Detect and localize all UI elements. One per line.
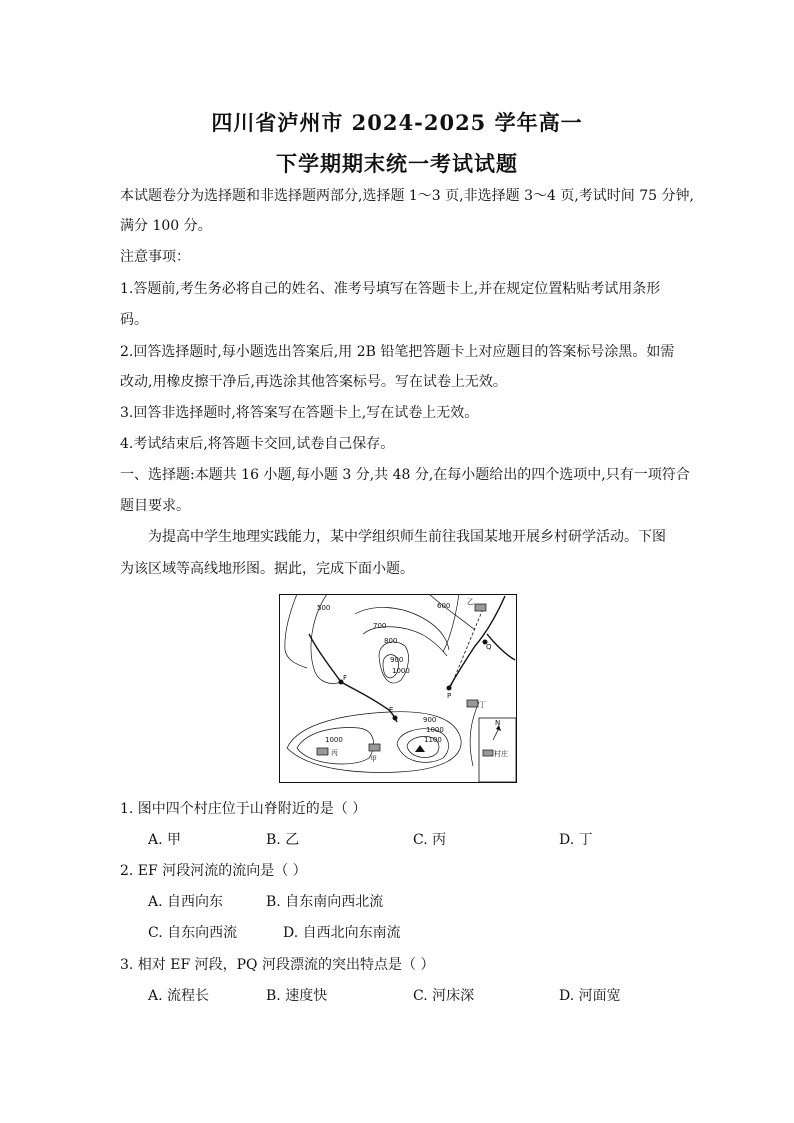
question-1-option-b: B. 乙: [266, 832, 300, 848]
section1-line2: 题目要求。: [120, 498, 190, 514]
question-1-option-c: C. 丙: [413, 832, 447, 848]
notice-item1-line1: 1.答题前,考生务必将自己的姓名、准考号填写在答题卡上,并在规定位置粘贴考试用条形: [120, 281, 661, 297]
contour-label-900-south: 900: [423, 716, 437, 724]
question-1-option-d: D. 丁: [559, 832, 593, 848]
question-3-option-d: D. 河面宽: [559, 988, 621, 1004]
village-ding: [467, 700, 478, 707]
contour-label-900-north: 900: [390, 656, 404, 664]
notice-item1-line2: 码。: [120, 312, 148, 328]
village-bing-label: 丙: [331, 749, 338, 757]
contour-label-1000-west: 1000: [325, 736, 343, 744]
question-3-option-c: C. 河床深: [413, 988, 475, 1004]
contour-label-500: 500: [317, 604, 331, 612]
village-ding-label: 丁: [479, 701, 486, 709]
village-yi: [475, 604, 486, 611]
summit-icon: [415, 745, 425, 752]
point-e-label: E: [389, 706, 394, 714]
north-label: N: [495, 719, 501, 727]
question-2-option-d: D. 自西北向东南流: [283, 925, 401, 941]
question-2-option-a: A. 自西向东: [148, 894, 224, 910]
question-2-option-b: B. 自东南向西北流: [266, 894, 384, 910]
contour-label-1000-south: 1000: [426, 726, 444, 734]
intro-line1: 本试题卷分为选择题和非选择题两部分,选择题 1～3 页,非选择题 3～4 页,考试时间 75 分钟,: [120, 188, 694, 204]
point-e: [393, 716, 398, 721]
passage-line2: 为该区域等高线地形图。据此，完成下面小题。: [120, 561, 414, 577]
village-jia: [369, 744, 380, 751]
question-3-option-b: B. 速度快: [266, 988, 328, 1004]
notice-item4: 4.考试结束后,将答题卡交回,试卷自己保存。: [120, 436, 395, 452]
question-3-stem: 3. 相对 EF 河段，PQ 河段漂流的突出特点是（ ）: [120, 957, 435, 973]
contour-label-600: 600: [437, 602, 451, 610]
section1-line1: 一、选择题:本题共 16 小题,每小题 3 分,共 48 分,在每小题给出的四个选项中,只有一项符合: [120, 467, 690, 483]
contour-label-1100: 1100: [424, 736, 442, 744]
question-1-option-a: A. 甲: [148, 832, 182, 848]
question-3-option-a: A. 流程长: [148, 988, 210, 1004]
notice-item2-line1: 2.回答选择题时,每小题选出答案后,用 2B 铅笔把答题卡上对应题目的答案标号涂黑。如需: [120, 344, 675, 360]
exam-title-line1: 四川省泸州市 2024-2025 学年高一: [211, 110, 583, 135]
question-2-option-c: C. 自东向西流: [148, 925, 238, 941]
passage-line1: 为提高中学生地理实践能力，某中学组织师生前往我国某地开展乡村研学活动。下图: [148, 529, 666, 545]
contour-label-1000-north: 1000: [392, 667, 410, 675]
contour-lines: [285, 594, 479, 772]
village-yi-label: 乙: [467, 598, 474, 606]
point-p: [447, 686, 452, 691]
point-f-label: F: [343, 674, 348, 682]
village-bing: [317, 748, 328, 755]
question-2-stem: 2. EF 河段河流的流向是（ ）: [120, 863, 307, 879]
exam-title-line2: 下学期期末统一考试试题: [276, 151, 518, 176]
point-p-label: P: [447, 692, 452, 700]
dashed-line: [451, 604, 485, 686]
notice-heading: 注意事项：: [120, 249, 190, 265]
question-1-stem: 1. 图中四个村庄位于山脊附近的是（ ）: [120, 801, 367, 817]
legend-label: 村庄: [494, 750, 508, 758]
notice-item3: 3.回答非选择题时,将答案写在答题卡上,写在试卷上无效。: [120, 405, 479, 421]
village-jia-label: 甲: [370, 755, 377, 763]
intro-line2: 满分 100 分。: [120, 218, 212, 234]
contour-label-800: 800: [384, 637, 398, 645]
contour-map: [279, 594, 517, 783]
point-q-label: Q: [486, 643, 492, 651]
contour-label-700: 700: [373, 622, 387, 630]
legend-village-icon: [483, 750, 493, 756]
notice-item2-line2: 改动,用橡皮擦干净后,再选涂其他答案标号。写在试卷上无效。: [120, 374, 507, 390]
